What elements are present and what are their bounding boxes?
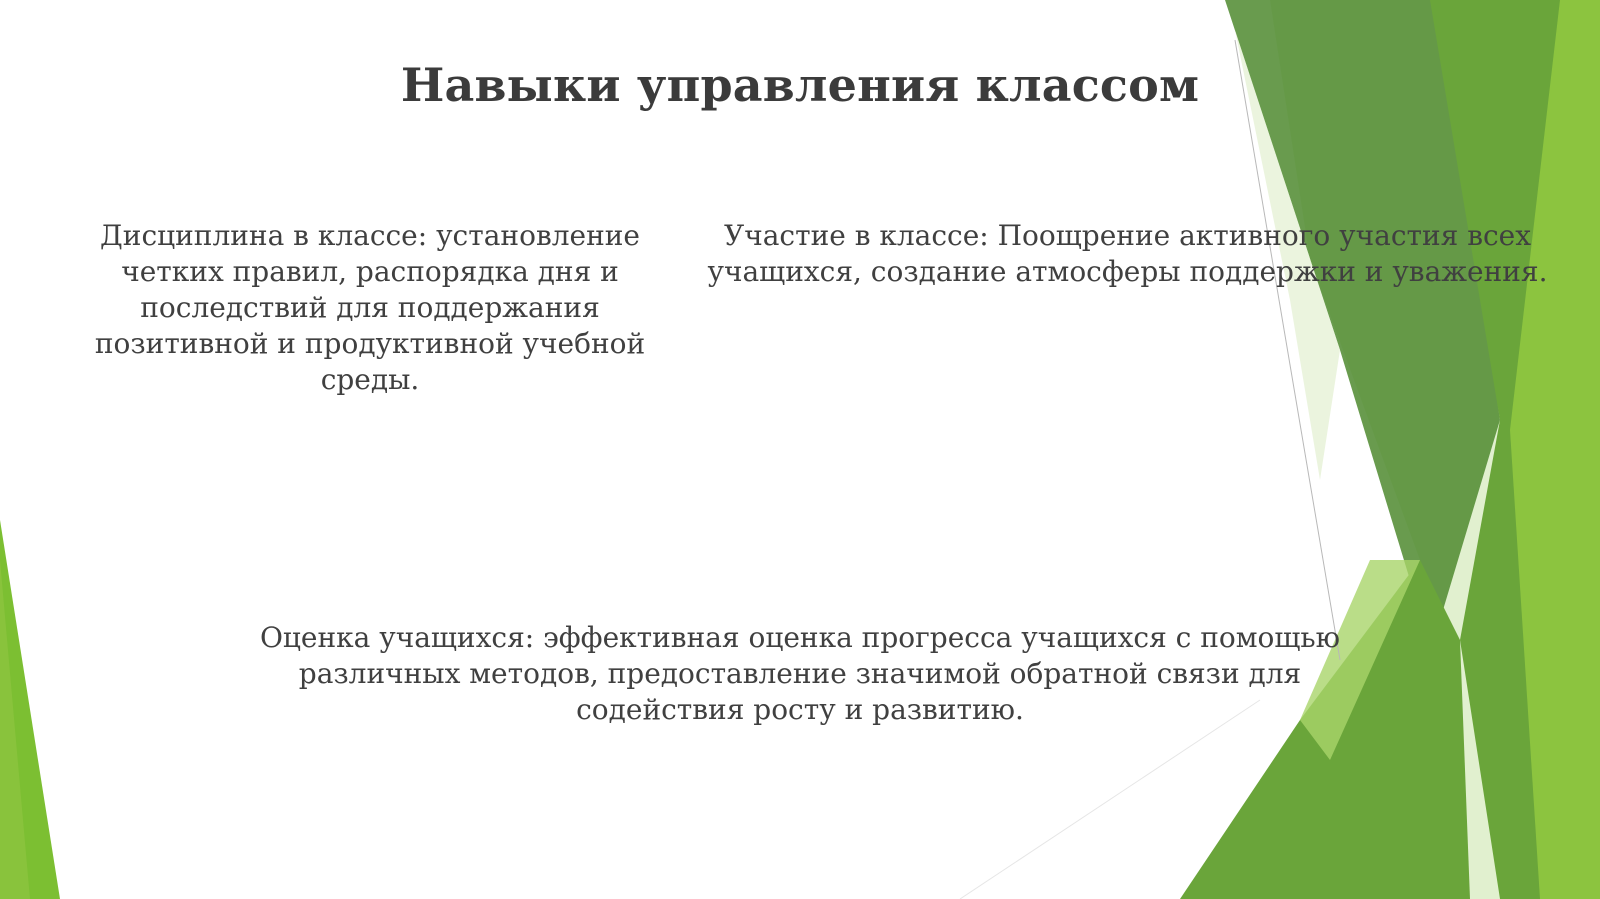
assessment-text: Оценка учащихся: эффективная оценка прогресса учащихся с помощью различных методов, предоставление значимой обратной связи для содействия росту и развитию. xyxy=(259,621,1341,726)
slide-title: Навыки управления классом xyxy=(400,58,1200,112)
participation-text: Участие в классе: Поощрение активного участия всех учащихся, создание атмосферы поддержки и уважения. xyxy=(707,219,1548,288)
discipline-text: Дисциплина в классе: установление четких правил, распорядка дня и последствий для поддержания позитивной и продуктивной учебной среды. xyxy=(94,219,646,396)
